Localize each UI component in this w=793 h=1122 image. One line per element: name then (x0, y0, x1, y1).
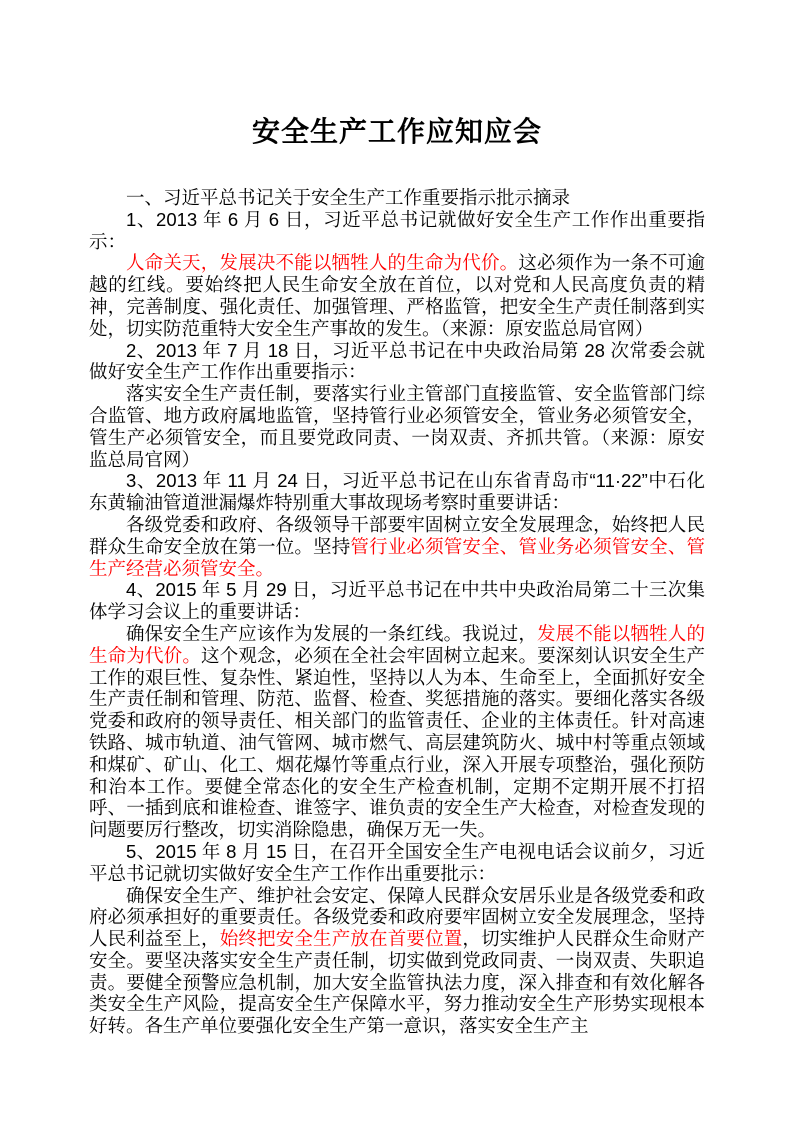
body-text: 1、2013 年 6 月 6 日，习近平总书记就做好安全生产工作作出重要指示： (89, 208, 705, 252)
highlighted-text: 发展不能以牺牲人的生命为代价。 (89, 622, 705, 666)
body-text: 4、2015 年 5 月 29 日，习近平总书记在中共中央政治局第二十三次集体学习会议上的重要讲话： (89, 579, 705, 623)
paragraph (89, 579, 705, 623)
body-text: 2、2013 年 7 月 18 日，习近平总书记在中央政治局第 28 次常委会就做好安全生产工作作出重要指示： (89, 339, 705, 383)
body-text: 确保安全生产应该作为发展的一条红线。我说过， (126, 622, 538, 644)
highlighted-text: 管行业必须管安全、管业务必须管安全、管生产经营必须管安全。 (89, 535, 705, 579)
body-text: 落实安全生产责任制，要落实行业主管部门直接监管、安全监管部门综合监管、地方政府属地监管，坚持管行业必须管安全，管业务必须管安全，管生产必须管安全，而且要党政同责、一岗双责、齐抓共管。（来源：原安监总局官网） (89, 383, 705, 470)
document-title: 安全生产工作应知应会 (251, 116, 542, 147)
paragraph (89, 340, 705, 384)
body-text: 这个观念，必须在全社会牢固树立起来。要深刻认识安全生产工作的艰巨性、复杂性、紧迫性，坚持以人为本、生命至上，全面抓好安全生产责任制和管理、防范、监督、检查、奖惩措施的落实。要细化落实各级党委和政府的领导责任、相关部门的监管责任、企业的主体责任。针对高速铁路、城市轨道、油气管网、城市燃气、高层建筑防火、城中村等重点领域和煤矿、矿山、化工、烟花爆竹等重点行业，深入开展专项整治，强化预防和治本工作。要健全常态化的安全生产检查机制，定期不定期开展不打招呼、一插到底和谁检查、谁签字、谁负责的安全生产大检查，对检查发现的问题要厉行整改，切实消除隐患，确保万无一失。 (89, 644, 705, 841)
paragraph (89, 514, 705, 579)
body-text: 3、2013 年 11 月 24 日，习近平总书记在山东省青岛市“11·22”中石化东黄输油管道泄漏爆炸特别重大事故现场考察时重要讲话： (89, 470, 705, 514)
highlighted-text: 人命关天，发展决不能以牺牲人的生命为代价。 (126, 252, 519, 274)
body-text: 确保安全生产、维护社会安定、保障人民群众安居乐业是各级党委和政府必须承担好的重要责任。各级党委和政府要牢固树立安全发展理念，坚持人民利益至上， (89, 884, 705, 950)
paragraph (89, 885, 705, 1038)
paragraph (89, 252, 705, 339)
paragraph (89, 209, 705, 253)
paragraph (89, 841, 705, 885)
body-text: 各级党委和政府、各级领导干部要牢固树立安全发展理念，始终把人民群众生命安全放在第一位。坚持 (89, 513, 705, 557)
body-text: 一、习近平总书记关于安全生产工作重要指示批示摘录 (126, 187, 571, 208)
body-text: 5、2015 年 8 月 15 日，在召开全国安全生产电视电话会议前夕，习近平总书记就切实做好安全生产工作作出重要批示： (89, 840, 705, 884)
paragraph (89, 470, 705, 514)
paragraph (89, 623, 705, 841)
highlighted-text: 始终把安全生产放在首要位置 (219, 928, 463, 950)
document-body (89, 187, 705, 1037)
body-text: 这必须作为一条不可逾越的红线。要始终把人民生命安全放在首位，以对党和人民高度负责的精神，完善制度、强化责任、加强管理、严格监管，把安全生产责任制落到实处，切实防范重特大安全生产事故的发生。（来源：原安监总局官网） (89, 252, 705, 339)
paragraph (89, 187, 705, 209)
paragraph (89, 383, 705, 470)
body-text: ，切实维护人民群众生命财产安全。要坚决落实安全生产责任制，切实做到党政同责、一岗双责、失职追责。要健全预警应急机制，加大安全监管执法力度，深入排查和有效化解各类安全生产风险，提高安全生产保障水平，努力推动安全生产形势实现根本好转。各生产单位要强化安全生产第一意识，落实安全生产主 (89, 928, 705, 1037)
